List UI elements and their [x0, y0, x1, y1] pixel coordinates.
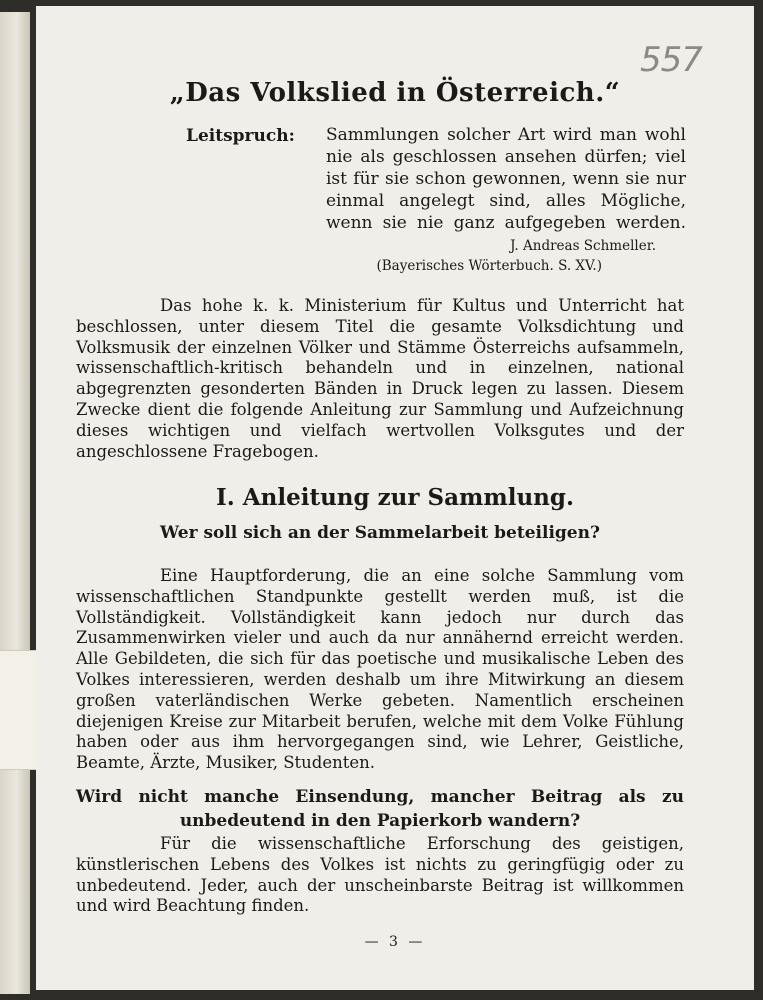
pencil-annotation: 557	[640, 40, 702, 80]
motto-label: Leitspruch:	[186, 126, 295, 146]
motto-text: Sammlungen solcher Art wird man wohl nie als geschlossen ansehen dürfen; viel ist für sie schon gewonnen, wenn sie nur einmal angelegt sind, alles Mögliche, wenn sie nie ganz aufgegeben werden.	[326, 125, 686, 233]
intro-paragraph: Das hohe k. k. Ministerium für Kultus und Unterricht hat beschlossen, unter diesem Titel die gesamte Volksdichtung und Volksmusik der einzelnen Völker und Stämme Österreichs aufsammeln, wissenschaftlich-kritisch behandeln und in einzelnen, national abgegrenzten gesonderten Bänden in Druck legen zu lassen. Diesem Zwecke dient die folgende Anleitung zur Sammlung und Aufzeichnung dieses wichtigen und vielfach wertvollen Volksgutes und der angeschlossene Fragebogen.	[76, 296, 684, 461]
section-heading: I. Anleitung zur Sammlung.	[216, 484, 574, 511]
motto-block	[186, 124, 686, 274]
answer-paragraph-1: Eine Hauptforderung, die an eine solche Sammlung vom wissenschaftlichen Standpunkte gestellt werden muß, ist die Vollständigkeit. Vollständigkeit kann jedoch nur durch das Zusammenwirken vieler und auch da nur annähernd erreicht werden. Alle Gebildeten, die sich für das poetische und musikalische Leben des Volkes interessieren, werden deshalb um ihre Mitwirkung an diesem großen vaterländischen Werke gebeten. Namentlich erscheinen diejenigen Kreise zur Mitarbeit berufen, welche mit dem Volke Fühlung haben oder aus ihm hervorgegangen sind, wie Lehrer, Geistliche, Beamte, Ärzte, Musiker, Studenten.	[76, 566, 684, 773]
motto-source: (Bayerisches Wörterbuch. S. XV.)	[376, 258, 602, 274]
previous-page-edge	[0, 12, 30, 994]
page-title: „Das Volkslied in Österreich.“	[169, 78, 621, 108]
document-page	[36, 6, 754, 990]
question-heading-1: Wer soll sich an der Sammelarbeit beteiligen?	[160, 523, 600, 543]
question-heading-2: Wird nicht manche Einsendung, mancher Beitrag als zu unbedeutend in den Papierkorb wandern?	[76, 787, 684, 831]
answer-paragraph-2: Für die wissenschaftliche Erforschung des geistigen, künstlerischen Lebens des Volkes ist nichts zu geringfügig oder zu unbedeutend. Jeder, auch der unscheinbarste Beitrag ist willkommen und wird Beachtung finden.	[76, 834, 684, 916]
page-number: — 3 —	[364, 934, 426, 950]
motto-author: J. Andreas Schmeller.	[510, 238, 656, 254]
